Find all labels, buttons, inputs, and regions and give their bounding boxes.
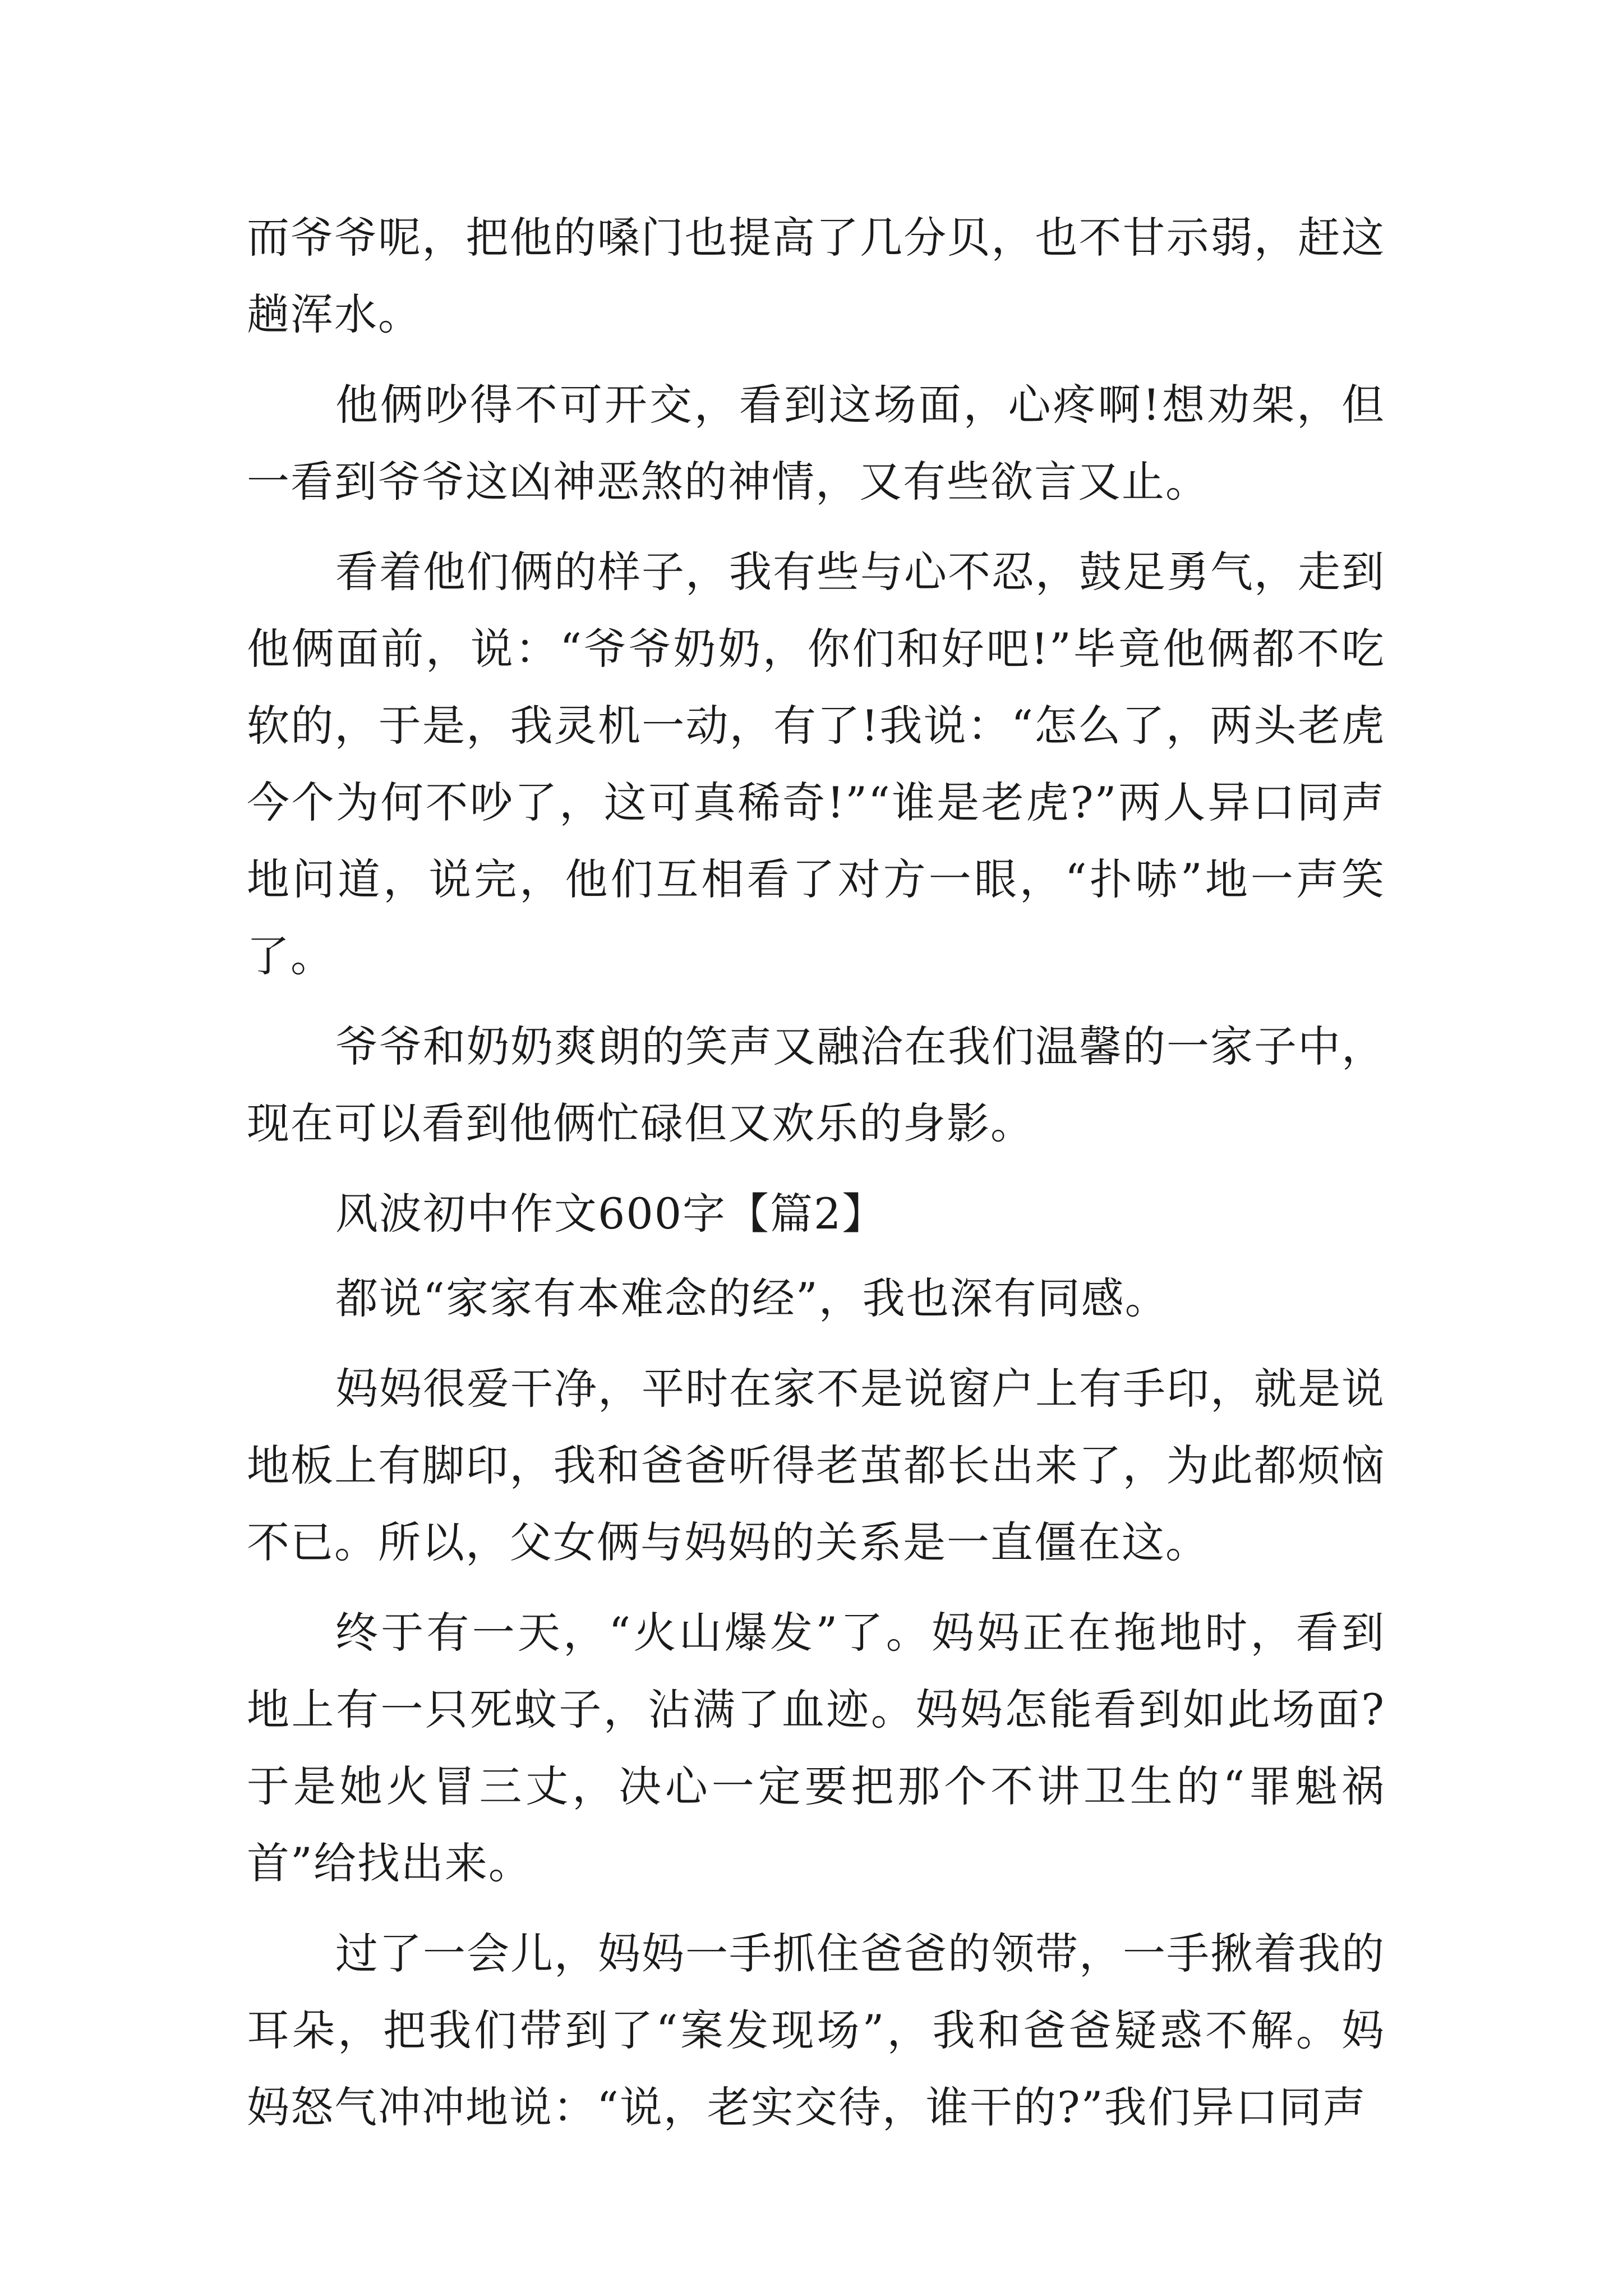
paragraph: 都说“家家有本难念的经”，我也深有同感。 [335,1273,1169,1323]
paragraph: 过了一会儿，妈妈一手抓住爸爸的领带，一手揪着我的耳朵，把我们带到了“案发现场”，我和爸爸疑惑不解。妈妈怒气冲冲地说：“说，老实交待，谁干的?”我们异口同声 [247,1929,1385,2132]
paragraph: 他俩吵得不可开交，看到这场面，心疼啊!想劝架，但一看到爷爷这凶神恶煞的神情，又有些欲言又止。 [247,380,1385,507]
paragraph: 妈妈很爱干净，平时在家不是说窗户上有手印，就是说地板上有脚印，我和爸爸听得老茧都长出来了，为此都烦恼不已。所以，父女俩与妈妈的关系是一直僵在这。 [247,1364,1385,1567]
paragraph: 终于有一天，“火山爆发”了。妈妈正在拖地时，看到地上有一只死蚊子，沾满了血迹。妈妈怎能看到如此场面?于是她火冒三丈，决心一定要把那个不讲卫生的“罪魁祸首”给找出来。 [247,1608,1385,1888]
paragraph: 爷爷和奶奶爽朗的笑声又融洽在我们温馨的一家子中，现在可以看到他俩忙碌但又欢乐的身影。 [247,1022,1385,1148]
paragraph: 而爷爷呢，把他的嗓门也提高了几分贝，也不甘示弱，赶这趟浑水。 [247,213,1385,339]
document-body [247,199,1385,2159]
paragraph: 看着他们俩的样子，我有些与心不忍，鼓足勇气，走到他俩面前，说：“爷爷奶奶，你们和好吧!”毕竟他俩都不吃软的，于是，我灵机一动，有了!我说：“怎么了，两头老虎今个为何不吵了，这可真稀奇!”“谁是老虎?”两人异口同声地问道，说完，他们互相看了对方一眼，“扑哧”地一声笑了。 [247,547,1385,981]
section-heading: 风波初中作文600字【篇2】 [335,1189,886,1239]
